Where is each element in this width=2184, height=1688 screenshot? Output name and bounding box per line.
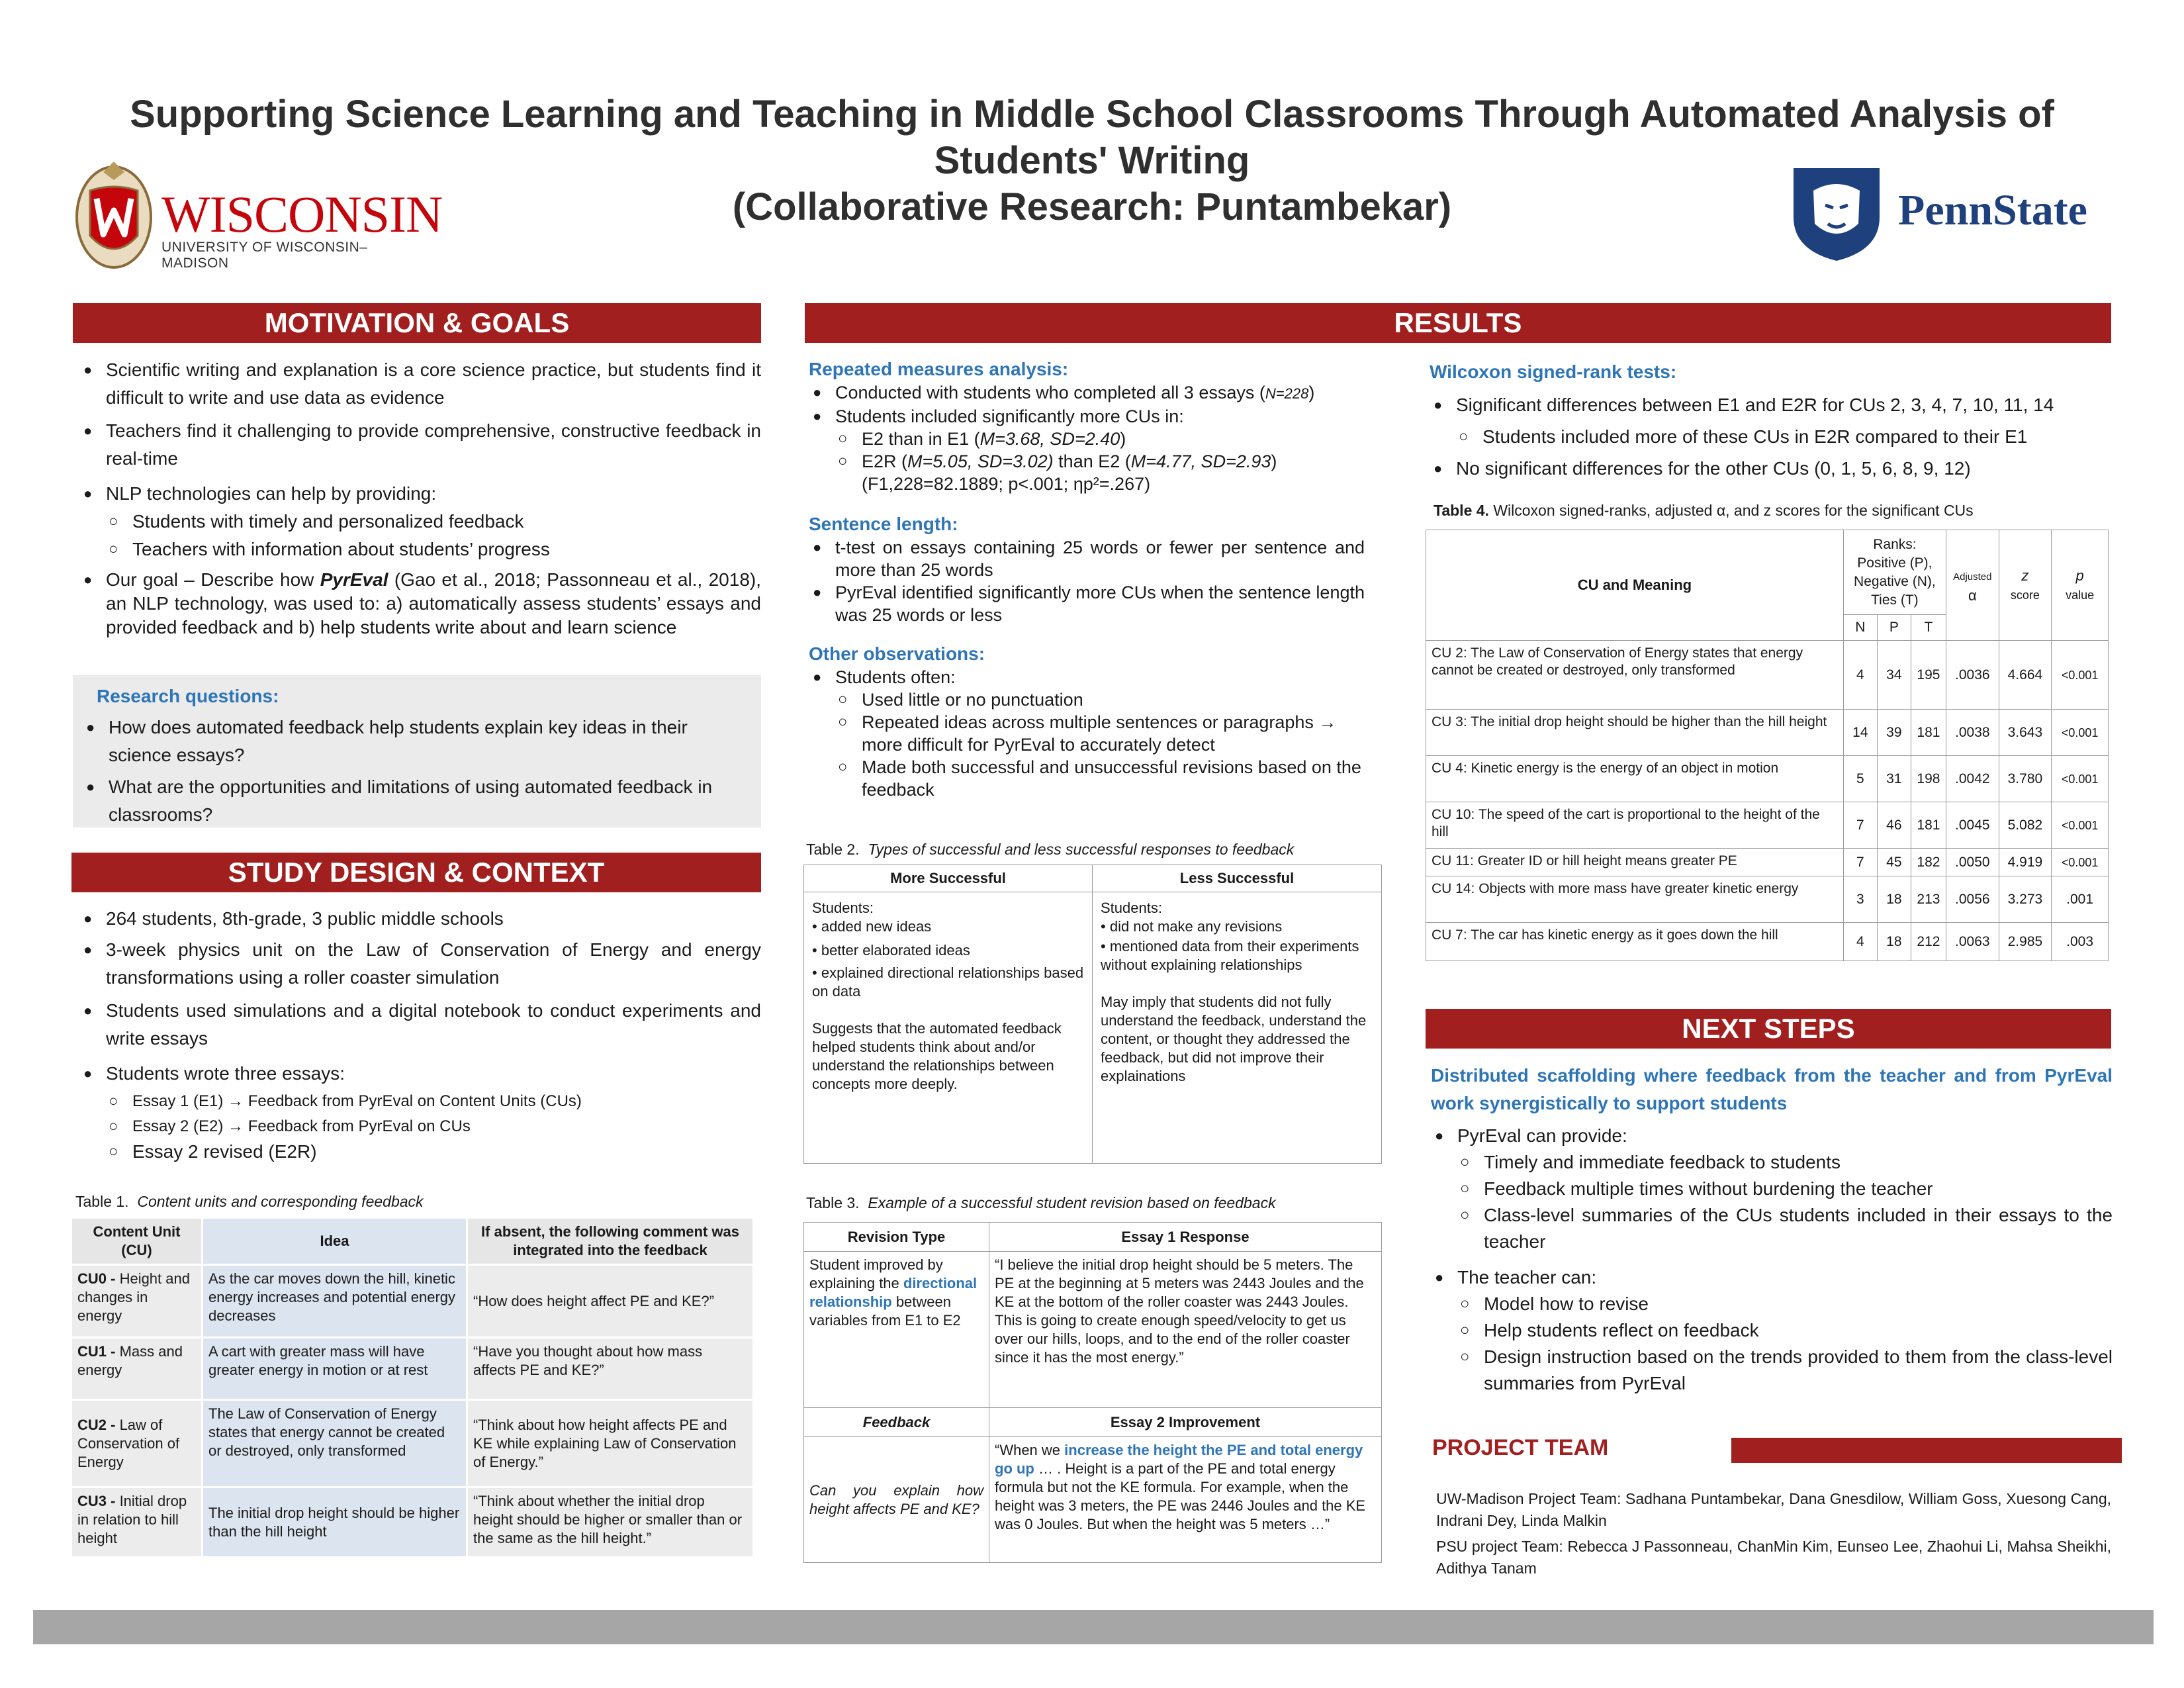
table-row: [1426, 876, 2109, 923]
table4-cu: CU 4: Kinetic energy is the energy of an object in motion: [1426, 756, 1844, 802]
table-row: [804, 1437, 1382, 1563]
table4-n: 14: [1843, 710, 1877, 756]
table-row: [1426, 802, 2109, 849]
table4-t: 195: [1911, 641, 1946, 710]
table1-comment: “Think about how height affects PE and KE while explaining Law of Conservation of Energy.”: [467, 1400, 754, 1487]
rm-bullet-1: ● Conducted with students who completed all 3 essays (N=228): [809, 381, 1365, 405]
table4-z: 4.919: [1999, 849, 2052, 876]
table2-less-note: May imply that students did not fully understand the feedback, understand the content, or thought they addressed the feedback, but did not improve their explainations: [1101, 994, 1367, 1084]
table4-header-n: N: [1843, 615, 1877, 641]
oo-bullet-1: ● Students often:: [809, 666, 1365, 688]
table4-t: 181: [1911, 710, 1946, 756]
next-steps-bullet-1b: ○ Feedback multiple times without burdening the teacher: [1431, 1176, 2113, 1202]
sentence-length-heading: Sentence length:: [809, 514, 958, 534]
table4-header-t: T: [1911, 615, 1946, 641]
next-steps-banner: NEXT STEPS: [1426, 1009, 2111, 1049]
table4-pvalue: <0.001: [2052, 641, 2109, 710]
project-team-rule: [1731, 1438, 2122, 1463]
table4-t: 213: [1911, 876, 1946, 923]
table4-n: 5: [1843, 756, 1877, 802]
table4-cu: CU 2: The Law of Conservation of Energy states that energy cannot be created or destroyed, only transformed: [1426, 641, 1844, 710]
table4-z: 5.082: [1999, 802, 2052, 849]
table4-p: 46: [1877, 802, 1911, 849]
next-steps-section: [1431, 1062, 2113, 1397]
study-bullet-4c: ○ Essay 2 revised (E2R): [79, 1140, 761, 1164]
table4-p: 18: [1877, 876, 1911, 923]
content-units-table: [70, 1217, 754, 1558]
study-bullet-4: ● Students wrote three essays:: [79, 1062, 761, 1086]
table4-p: 45: [1877, 849, 1911, 876]
title-line-3: (Collaborative Research: Puntambekar): [732, 185, 1452, 228]
table4-p: 31: [1877, 756, 1911, 802]
table4-p: 18: [1877, 923, 1911, 961]
table3-essay1-response: “I believe the initial drop height should be 5 meters. The PE at the beginning at 5 meters was 2443 Joules and the KE at the bottom of the roller coaster was 2443 Joules. This is going to create enough speed/velocity to get us over our hills, loops, and to the end of the roller coaster since it has the most energy.”: [989, 1252, 1382, 1408]
oo-bullet-1a: ○ Used little or no punctuation: [809, 688, 1365, 711]
table-row: [804, 892, 1382, 1164]
table4-cu: CU 3: The initial drop height should be higher than the hill height: [1426, 710, 1844, 756]
table4-alpha: .0042: [1946, 756, 1999, 802]
table4-t: 212: [1911, 923, 1946, 961]
revision-example-table: [803, 1222, 1382, 1563]
table4-p: 34: [1877, 641, 1911, 710]
table-row: [1426, 710, 2109, 756]
table-row: [71, 1400, 754, 1487]
uw-team: UW-Madison Project Team: Sadhana Puntambekar, Dana Gnesdilow, William Goss, Xuesong Cang, Indrani Dey, Linda Malkin: [1436, 1490, 2111, 1529]
repeated-measures-heading: Repeated measures analysis:: [809, 359, 1069, 379]
table-row: [1426, 756, 2109, 802]
table4-n: 4: [1843, 923, 1877, 961]
other-observations-heading: Other observations:: [809, 643, 985, 664]
table3-header-revision: Revision Type: [804, 1223, 989, 1252]
table3-header-essay1: Essay 1 Response: [989, 1223, 1382, 1252]
table1-idea: The Law of Conservation of Energy states that energy cannot be created or destroyed, only transformed: [203, 1400, 467, 1487]
research-questions-heading: Research questions:: [97, 686, 279, 706]
wisconsin-logo: [71, 154, 443, 273]
table4-header-cu: CU and Meaning: [1426, 530, 1844, 641]
table4-alpha: .0038: [1946, 710, 1999, 756]
wilcoxon-section: [1430, 360, 2111, 482]
table1-cu: CU3 - Initial drop in relation to hill height: [71, 1487, 203, 1558]
table3-header-feedback: Feedback: [804, 1408, 989, 1437]
sl-bullet-2: ● PyrEval identified significantly more CUs when the sentence length was 25 words or less: [809, 581, 1365, 626]
project-team-section: [1436, 1488, 2111, 1579]
study-section: [79, 907, 761, 1164]
project-team-heading: PROJECT TEAM: [1432, 1435, 1609, 1460]
table4-t: 181: [1911, 802, 1946, 849]
table4-header-adjusted: Adjusted α: [1946, 530, 1999, 641]
wilcoxon-heading: Wilcoxon signed-rank tests:: [1430, 361, 1677, 382]
table1-comment: “Think about whether the initial drop height should be higher or smaller than or the same as the hill height.”: [467, 1487, 754, 1558]
table-row: [71, 1265, 754, 1338]
table4-header-p: p value: [2052, 530, 2109, 641]
table1-comment: “Have you thought about how mass affects PE and KE?”: [467, 1338, 754, 1400]
psu-team: PSU project Team: Rebecca J Passonneau, ChanMin Kim, Eunseo Lee, Zhaohui Li, Mahsa Sheikhi, Adithya Tanam: [1436, 1538, 2111, 1577]
table-row: [1426, 923, 2109, 961]
pennstate-logo: [1787, 159, 2118, 265]
rm-bullet-2a: ○ E2 than in E1 (M=3.68, SD=2.40): [809, 428, 1365, 450]
table-row: [804, 1252, 1382, 1408]
next-steps-bullet-2a: ○ Model how to revise: [1431, 1291, 2113, 1317]
list-item: • explained directional relationships based on data: [812, 964, 1084, 1000]
table4-n: 7: [1843, 849, 1877, 876]
table4-cu: CU 11: Greater ID or hill height means greater PE: [1426, 849, 1844, 876]
table3-feedback: Can you explain how height affects PE and KE?: [804, 1437, 989, 1563]
table1-cu: CU2 - Law of Conservation of Energy: [71, 1400, 203, 1487]
footer-bar: [33, 1610, 2154, 1644]
table4-p: 39: [1877, 710, 1911, 756]
nittany-lion-shield-icon: [1787, 164, 1886, 263]
next-steps-bullet-2b: ○ Help students reflect on feedback: [1431, 1317, 2113, 1344]
table4-pvalue: <0.001: [2052, 802, 2109, 849]
motivation-bullet-3a: ○ Students with timely and personalized feedback: [79, 510, 761, 534]
rm-stats: (F1,228=82.1889; p<.001; ηp²=.267): [862, 474, 1151, 494]
list-item: • added new ideas: [812, 918, 932, 935]
rm-bullet-2b: ○ E2R (M=5.05, SD=3.02) than E2 (M=4.77, SD=2.93): [809, 450, 1365, 473]
study-bullet-1: ● 264 students, 8th-grade, 3 public middle schools: [79, 907, 761, 931]
wilcoxon-bullet-2: ● No significant differences for the other CUs (0, 1, 5, 6, 8, 9, 12): [1430, 455, 2111, 482]
table-row: [71, 1338, 754, 1400]
table3-header-essay2: Essay 2 Improvement: [989, 1408, 1382, 1437]
wisconsin-wordmark: WISCONSIN: [161, 185, 443, 243]
table4-pvalue: .003: [2052, 923, 2109, 961]
table4-pvalue: <0.001: [2052, 849, 2109, 876]
study-bullet-3: ● Students used simulations and a digital notebook to conduct experiments and write essays: [79, 997, 761, 1053]
table4-z: 3.643: [1999, 710, 2052, 756]
list-item: • did not make any revisions: [1101, 918, 1283, 935]
table-row: [1426, 849, 2109, 876]
table1-caption: Table 1. Content units and corresponding feedback: [75, 1193, 424, 1210]
study-bullet-4a: ○ Essay 1 (E1) → Feedback from PyrEval on Content Units (CUs): [79, 1090, 761, 1113]
next-steps-lead: Distributed scaffolding where feedback from the teacher and from PyrEval work synergistically to support students: [1431, 1065, 2113, 1113]
research-question-1: ● How does automated feedback help students explain key ideas in their science essays?: [82, 714, 717, 769]
motivation-bullet-3: ● NLP technologies can help by providing:: [79, 482, 761, 506]
title-line-1: Supporting Science Learning and Teaching in Middle School Classrooms Through Automated Analysis of: [130, 93, 2054, 136]
oo-bullet-1b: ○ Repeated ideas across multiple sentences or paragraphs → more difficult for PyrEval to accurately detect: [809, 711, 1365, 756]
wilcoxon-table: [1426, 530, 2109, 961]
title-line-2: Students' Writing: [934, 139, 1250, 182]
study-banner: STUDY DESIGN & CONTEXT: [71, 853, 761, 892]
next-steps-bullet-1c: ○ Class-level summaries of the CUs students included in their essays to the teacher: [1431, 1202, 2113, 1255]
table1-header-idea: Idea: [203, 1218, 467, 1265]
table2-header-less: Less Successful: [1093, 865, 1382, 892]
wilcoxon-bullet-1: ● Significant differences between E1 and E2R for CUs 2, 3, 4, 7, 10, 11, 14: [1430, 392, 2111, 418]
table4-pvalue: <0.001: [2052, 710, 2109, 756]
wisconsin-crest-icon: [74, 156, 154, 270]
table1-idea: A cart with greater mass will have greater energy in motion or at rest: [203, 1338, 467, 1400]
table2-more-cell: Students: • added new ideas • better elaborated ideas • explained directional relationships based on data Suggests that the automated feedback helped students think about and/or understand the relationships between concepts more deeply.: [804, 892, 1093, 1164]
table4-alpha: .0036: [1946, 641, 1999, 710]
sl-bullet-1: ● t-test on essays containing 25 words or fewer per sentence and more than 25 words: [809, 536, 1365, 581]
research-question-2: ● What are the opportunities and limitations of using automated feedback in classrooms?: [82, 773, 717, 829]
list-item: • better elaborated ideas: [812, 942, 970, 959]
table4-pvalue: .001: [2052, 876, 2109, 923]
motivation-bullet-4: ● Our goal – Describe how PyrEval (Gao et al., 2018; Passonneau et al., 2018), an NLP technology, was used to: a) automatically assess students’ essays and provided feedback and b) help students write about and learn science: [79, 568, 761, 639]
responses-table: [803, 865, 1382, 1164]
table1-comment: “How does height affect PE and KE?”: [467, 1265, 754, 1338]
study-bullet-4b: ○ Essay 2 (E2) → Feedback from PyrEval on CUs: [79, 1115, 761, 1139]
table4-n: 3: [1843, 876, 1877, 923]
table4-header-ranks: Ranks: Positive (P), Negative (N), Ties (T): [1843, 530, 1946, 615]
table1-cu: CU1 - Mass and energy: [71, 1338, 203, 1400]
table4-caption: Table 4. Wilcoxon signed-ranks, adjusted α, and z scores for the significant CUs: [1433, 502, 1974, 519]
table3-caption: Table 3. Example of a successful student revision based on feedback: [806, 1194, 1276, 1211]
table-row: [71, 1487, 754, 1558]
rm-bullet-2: ● Students included significantly more CUs in:: [809, 405, 1365, 428]
results-section: [809, 357, 1365, 801]
motivation-bullet-3b: ○ Teachers with information about students’ progress: [79, 538, 761, 561]
table2-less-cell: Students: • did not make any revisions • mentioned data from their experiments without explaining relationships May imply that students did not fully understand the feedback, understand the content, or thought they addressed the feedback, but did not improve their explainations: [1093, 892, 1382, 1164]
study-bullet-2: ● 3-week physics unit on the Law of Conservation of Energy and energy transformations using a roller coaster simulation: [79, 936, 761, 992]
wilcoxon-bullet-1a: ○ Students included more of these CUs in E2R compared to their E1: [1430, 424, 2111, 450]
table4-header-pp: P: [1877, 615, 1911, 641]
oo-bullet-1c: ○ Made both successful and unsuccessful revisions based on the feedback: [809, 756, 1365, 801]
table1-idea: The initial drop height should be higher than the hill height: [203, 1487, 467, 1558]
table4-n: 4: [1843, 641, 1877, 710]
table4-z: 4.664: [1999, 641, 2052, 710]
table4-cu: CU 7: The car has kinetic energy as it goes down the hill: [1426, 923, 1844, 961]
motivation-bullet-1: ● Scientific writing and explanation is a core science practice, but students find it difficult to write and use data as evidence: [79, 356, 761, 412]
list-item: • mentioned data from their experiments without explaining relationships: [1101, 938, 1359, 973]
table1-cu: CU0 - Height and changes in energy: [71, 1265, 203, 1338]
table4-z: 2.985: [1999, 923, 2052, 961]
motivation-section: [79, 356, 761, 639]
table4-alpha: .0050: [1946, 849, 1999, 876]
table3-essay2-improvement: “When we increase the height the PE and total energy go up … . Height is a part of the PE and total energy formula but not the KE formula. For example, when the height was 3 meters, the PE was 2446 Joules and the KE was 0 Joules. But when the height was 5 meters …”: [989, 1437, 1382, 1563]
table2-more-note: Suggests that the automated feedback helped students think about and/or understand the relationships between concepts more deeply.: [812, 1020, 1062, 1092]
motivation-bullet-2: ● Teachers find it challenging to provide comprehensive, constructive feedback in real-time: [79, 417, 761, 473]
table4-n: 7: [1843, 802, 1877, 849]
table1-header-cu: Content Unit (CU): [71, 1218, 203, 1265]
table4-header-z: z score: [1999, 530, 2052, 641]
table4-t: 182: [1911, 849, 1946, 876]
next-steps-bullet-2: ● The teacher can:: [1431, 1264, 2113, 1291]
motivation-banner: MOTIVATION & GOALS: [73, 303, 761, 343]
next-steps-bullet-1a: ○ Timely and immediate feedback to students: [1431, 1149, 2113, 1176]
table2-header-more: More Successful: [804, 865, 1093, 892]
pennstate-wordmark: PennState: [1898, 186, 2087, 234]
table4-cu: CU 10: The speed of the cart is proportional to the height of the hill: [1426, 802, 1844, 849]
table4-alpha: .0063: [1946, 923, 1999, 961]
table1-header: [71, 1218, 754, 1265]
next-steps-bullet-1: ● PyrEval can provide:: [1431, 1123, 2113, 1149]
results-banner: RESULTS: [805, 303, 2111, 343]
table4-pvalue: <0.001: [2052, 756, 2109, 802]
table1-idea: As the car moves down the hill, kinetic energy increases and potential energy decreases: [203, 1265, 467, 1338]
table4-t: 198: [1911, 756, 1946, 802]
research-questions-box: [73, 675, 761, 827]
next-steps-bullet-2c: ○ Design instruction based on the trends provided to them from the class-level summaries from PyrEval: [1431, 1344, 2113, 1397]
table4-z: 3.273: [1999, 876, 2052, 923]
table1-header-comment: If absent, the following comment was integrated into the feedback: [467, 1218, 754, 1265]
table2-caption: Table 2. Types of successful and less successful responses to feedback: [806, 841, 1295, 858]
table-row: [1426, 641, 2109, 710]
table4-alpha: .0056: [1946, 876, 1999, 923]
table3-revision-type: Student improved by explaining the directional relationship between variables from E1 to E2: [804, 1252, 989, 1408]
table4-cu: CU 14: Objects with more mass have greater kinetic energy: [1426, 876, 1844, 923]
wisconsin-subtitle: UNIVERSITY OF WISCONSIN–MADISON: [161, 240, 368, 271]
table4-alpha: .0045: [1946, 802, 1999, 849]
table4-z: 3.780: [1999, 756, 2052, 802]
